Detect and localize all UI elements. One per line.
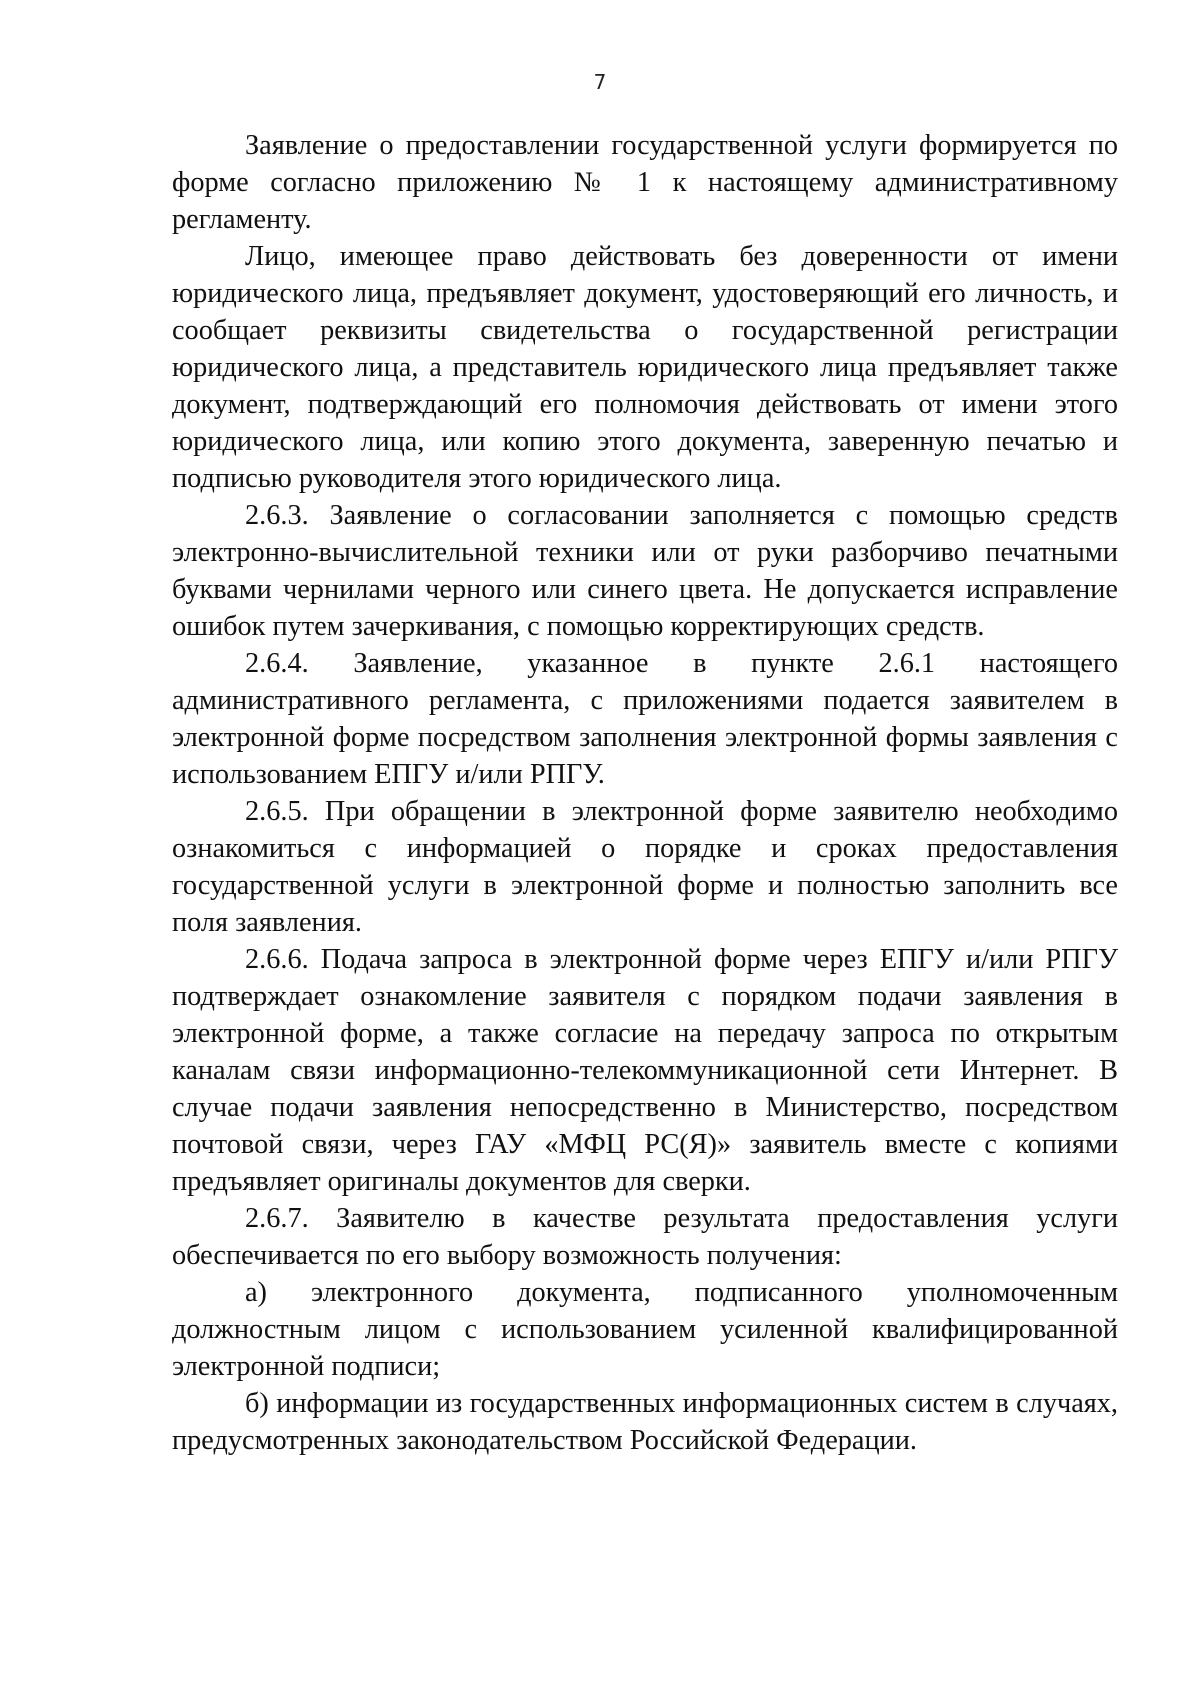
paragraph-2-6-6: 2.6.6. Подача запроса в электронной форме через ЕПГУ и/или РПГУ подтверждает ознакомление заявителя с порядком подачи заявления в электронной форме, а также согласие на передачу запроса по открытым каналам связи информационно-телекоммуникационной сети Интернет. В случае подачи заявления непосредственно в Министерство, посредством почтовой связи, через ГАУ «МФЦ РС(Я)» заявитель вместе с копиями предъявляет оригиналы документов для сверки. bbox=[172, 944, 1118, 1197]
list-item-a: а) электронного документа, подписанного уполномоченным должностным лицом с использованием усиленной квалифицированной электронной подписи; bbox=[172, 1277, 1118, 1382]
paragraph-2-6-5: 2.6.5. При обращении в электронной форме заявителю необходимо ознакомиться с информацией о порядке и сроках предоставления государственной услуги в электронной форме и полностью заполнить все поля заявления. bbox=[172, 796, 1118, 938]
paragraph-legal-entity-documents: Лицо, имеющее право действовать без доверенности от имени юридического лица, предъявляет документ, удостоверяющий его личность, и сообщает реквизиты свидетельства о государственной регистрации юридического лица, а представитель юридического лица предъявляет также документ, подтверждающий его полномочия действовать от имени этого юридического лица, или копию этого документа, заверенную печатью и подписью руководителя этого юридического лица. bbox=[172, 241, 1118, 494]
paragraph-2-6-7: 2.6.7. Заявителю в качестве результата предоставления услуги обеспечивается по его выбору возможность получения: bbox=[172, 1203, 1118, 1271]
paragraph-2-6-4: 2.6.4. Заявление, указанное в пункте 2.6.1 настоящего административного регламента, с приложениями подается заявителем в электронной форме посредством заполнения электронной формы заявления с использованием ЕПГУ и/или РПГУ. bbox=[172, 648, 1118, 790]
paragraph-2-6-3: 2.6.3. Заявление о согласовании заполняется с помощью средств электронно-вычислительной техники или от руки разборчиво печатными буквами чернилами черного или синего цвета. Не допускается исправление ошибок путем зачеркивания, с помощью корректирующих средств. bbox=[172, 500, 1118, 642]
list-item-b: б) информации из государственных информационных систем в случаях, предусмотренных законодательством Российской Федерации. bbox=[172, 1388, 1118, 1456]
page-number: 7 bbox=[593, 70, 607, 94]
document-body bbox=[172, 127, 1118, 1459]
paragraph-application-form: Заявление о предоставлении государственной услуги формируется по форме согласно приложению № 1 к настоящему административному регламенту. bbox=[172, 130, 1118, 235]
